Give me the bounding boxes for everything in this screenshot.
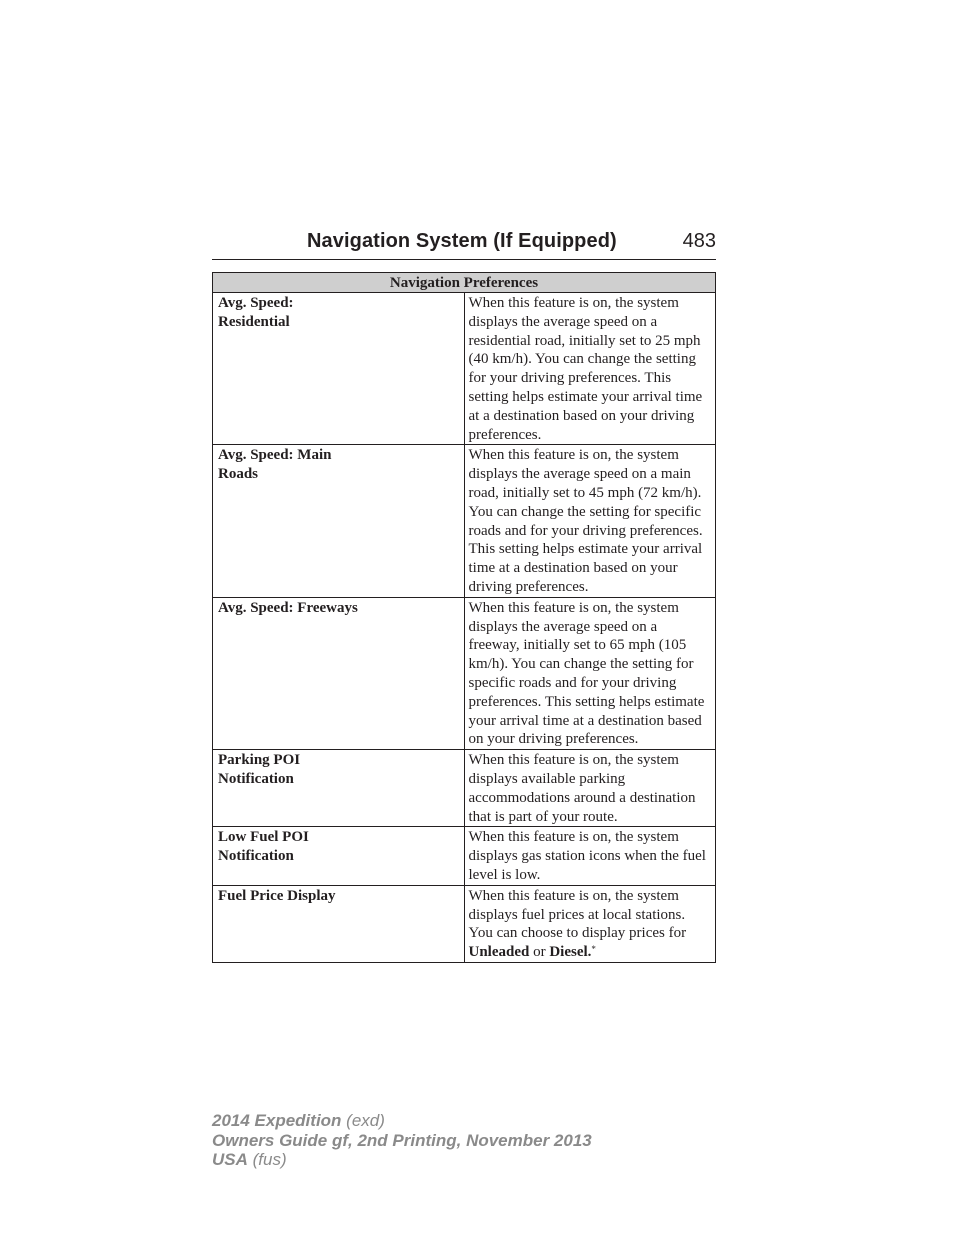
feature-description-cell: When this feature is on, the system displays gas station icons when the fuel level is low.: [464, 827, 716, 885]
footer-line-model: [212, 1111, 592, 1131]
feature-description-cell: When this feature is on, the system displays the average speed on a freeway, initially set to 65 mph (105 km/h). You can change the setting for specific roads and for your driving preferences. This setting helps estimate your arrival time at a destination based on your driving preferences.: [464, 597, 716, 749]
page-title: Navigation System (If Equipped): [307, 230, 617, 252]
feature-name-line: Avg. Speed: Freeways: [218, 599, 358, 616]
option-diesel: Diesel.: [549, 944, 592, 961]
feature-name-cell: [213, 445, 465, 597]
feature-description-cell: When this feature is on, the system displays available parking accommodations around a destination that is part of your route.: [464, 750, 716, 827]
table-row: [213, 597, 716, 749]
footer-model-name: 2014 Expedition: [212, 1111, 342, 1130]
feature-name-line: Low Fuel POI: [218, 829, 309, 846]
feature-name-cell: [213, 293, 465, 445]
feature-name-line: Roads: [218, 466, 259, 483]
feature-name-cell: [213, 885, 465, 962]
table-header-row: [213, 273, 716, 293]
feature-name-cell: [213, 827, 465, 885]
feature-name-line: Fuel Price Display: [218, 887, 336, 904]
document-footer: [212, 1111, 592, 1170]
option-unleaded: Unleaded: [468, 944, 530, 961]
table-heading: Navigation Preferences: [213, 273, 716, 293]
feature-name-line: Notification: [218, 848, 294, 865]
page-number: 483: [682, 230, 716, 252]
feature-description-cell: [464, 885, 716, 962]
feature-description-cell: When this feature is on, the system displays the average speed on a main road, initially set to 45 mph (72 km/h). You can change the setting for specific roads and for your driving preferences. This setting helps estimate your arrival time at a destination based on your driving preferences.: [464, 445, 716, 597]
feature-name-line: Parking POI: [218, 752, 301, 769]
footnote-mark: *: [591, 944, 596, 955]
feature-name-line: Residential: [218, 313, 290, 330]
table-row: [213, 445, 716, 597]
table-row: [213, 750, 716, 827]
footer-line-market: [212, 1150, 592, 1170]
table-row: [213, 885, 716, 962]
feature-name-line: Avg. Speed: Main: [218, 447, 332, 464]
footer-market-name: USA: [212, 1150, 248, 1169]
footer-market-code: (fus): [252, 1150, 287, 1169]
table-row: [213, 827, 716, 885]
navigation-preferences-table: [212, 272, 716, 963]
conjunction-text: or: [533, 944, 546, 961]
footer-line-guide: Owners Guide gf, 2nd Printing, November 2013: [212, 1130, 592, 1150]
description-text: When this feature is on, the system displays fuel prices at local stations. You can choose to display prices for: [468, 887, 687, 942]
feature-name-cell: [213, 597, 465, 749]
feature-name-line: Avg. Speed:: [218, 295, 294, 311]
table-row: [213, 293, 716, 445]
footer-model-code: (exd): [346, 1111, 385, 1130]
feature-name-cell: [213, 750, 465, 827]
feature-description-cell: When this feature is on, the system displays the average speed on a residential road, initially set to 25 mph (40 km/h). You can change the setting for your driving preferences. This setting helps estimate your arrival time at a destination based on your driving preferences.: [464, 293, 716, 445]
feature-name-line: Notification: [218, 770, 294, 787]
page-header: [212, 229, 716, 260]
